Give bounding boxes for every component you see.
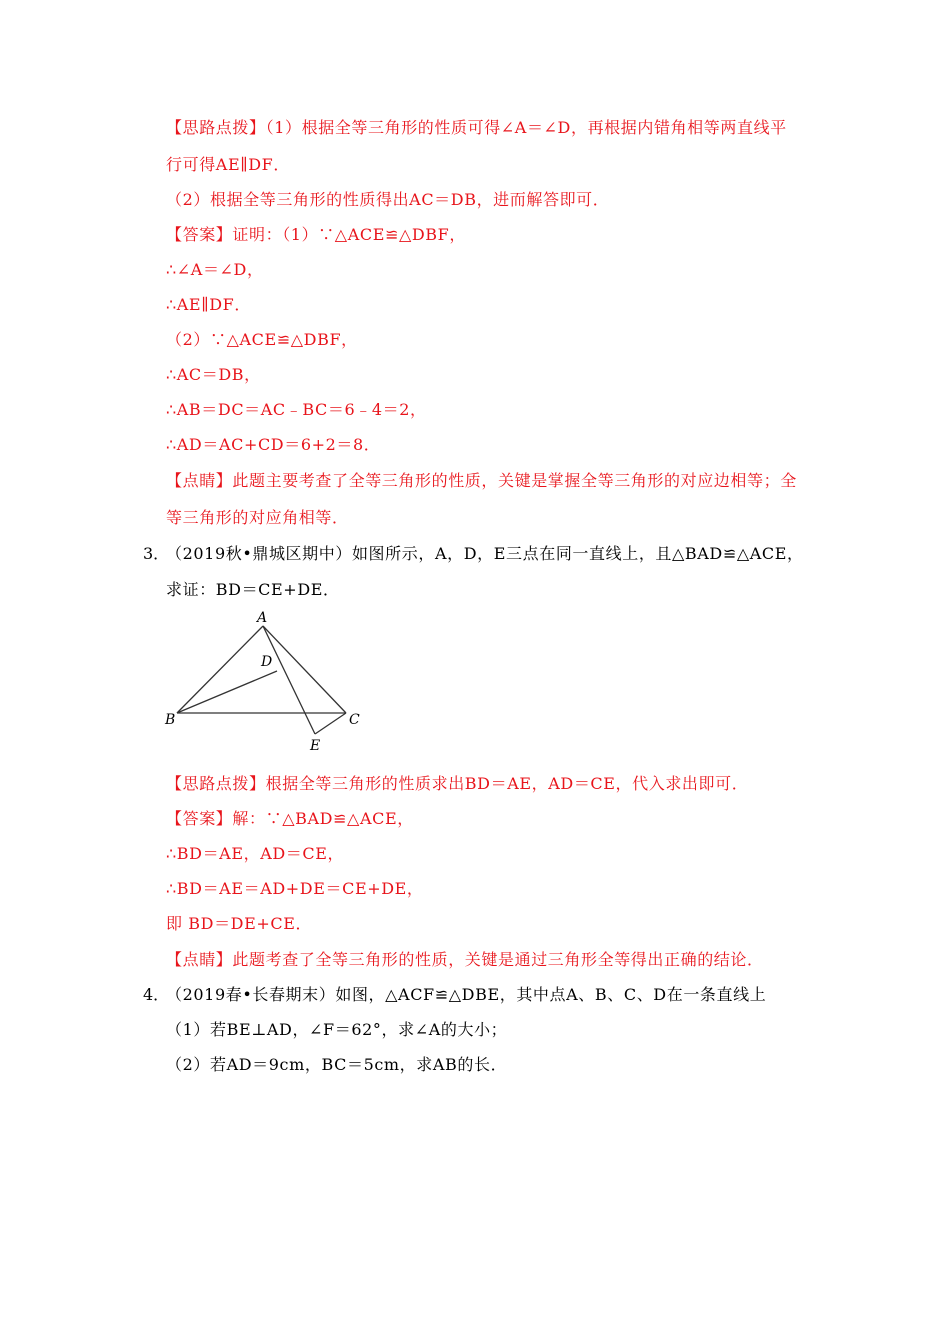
p2-comment-text1: 此题主要考查了全等三角形的性质，关键是掌握全等三角形的对应边相等；全 (232, 471, 797, 490)
p2-answer-line7: ∴AD＝AC+CD＝6+2＝8． (166, 435, 381, 454)
p3-figure-triangle (160, 606, 370, 754)
segment-ac (263, 626, 346, 713)
p3-answer-line4: 即 BD＝DE+CE． (166, 914, 313, 933)
segment-ae (263, 626, 315, 734)
label-c: C (349, 712, 360, 728)
label-a: A (257, 610, 268, 626)
p3-answer-text1: 解：∵△BAD≌△ACE， (232, 809, 414, 828)
p2-answer-line3: ∴AE∥DF． (166, 295, 251, 314)
p3-comment (166, 949, 764, 971)
p2-answer-label: 【答案】 (166, 225, 233, 244)
p3-hint (166, 773, 748, 795)
segment-ec (315, 713, 346, 734)
p2-answer-text1: 证明：（1）∵△ACE≌△DBF， (232, 225, 466, 244)
p2-comment-line2: 等三角形的对应角相等． (166, 508, 349, 527)
p3-comment-text: 此题考查了全等三角形的性质，关键是通过三角形全等得出正确的结论． (232, 950, 764, 969)
segment-bd (177, 671, 277, 713)
p4-part2: （2）若AD＝9cm，BC＝5cm，求AB的长． (166, 1055, 508, 1074)
label-e: E (310, 738, 321, 754)
p2-hint-line3: （2）根据全等三角形的性质得出AC＝DB，进而解答即可． (166, 190, 610, 209)
p2-answer-line4: （2）∵△ACE≌△DBF， (166, 330, 358, 349)
p3-hint-label: 【思路点拨】 (166, 774, 266, 793)
p2-hint-line2: 行可得AE∥DF． (166, 155, 290, 174)
p2-answer-line1 (166, 224, 466, 246)
p3-stem-line2: 求证：BD＝CE+DE． (166, 580, 340, 599)
p3-hint-text: 根据全等三角形的性质求出BD＝AE，AD＝CE，代入求出即可． (265, 774, 749, 793)
label-d: D (261, 654, 273, 670)
p4-number: 4． (143, 985, 170, 1004)
p3-answer-line1 (166, 808, 414, 830)
p3-answer-label: 【答案】 (166, 809, 233, 828)
segment-ab (177, 626, 263, 713)
p2-comment-label: 【点睛】 (166, 471, 233, 490)
p2-hint-label: 【思路点拨】 (166, 118, 266, 137)
p2-answer-line6: ∴AB＝DC＝AC﹣BC＝6﹣4＝2， (166, 400, 427, 419)
p2-answer-line2: ∴∠A＝∠D， (166, 260, 264, 279)
p3-comment-label: 【点睛】 (166, 950, 233, 969)
p3-answer-line3: ∴BD＝AE＝AD+DE＝CE+DE， (166, 879, 424, 898)
p3-answer-line2: ∴BD＝AE，AD＝CE， (166, 844, 345, 863)
p3-stem-line1: （2019秋•鼎城区期中）如图所示，A，D，E三点在同一直线上，且△BAD≌△ACE， (166, 544, 804, 563)
p3-number: 3． (143, 544, 170, 563)
p2-comment-line1 (166, 470, 797, 492)
p2-hint-text1: （1）根据全等三角形的性质可得∠A＝∠D，再根据内错角相等两直线平 (265, 118, 787, 137)
p2-answer-line5: ∴AC＝DB， (166, 365, 261, 384)
p4-stem: （2019春•长春期末）如图，△ACF≌△DBE，其中点A、B、C、D在一条直线上 (166, 985, 767, 1004)
p4-part1: （1）若BE⊥AD，∠F＝62°，求∠A的大小； (166, 1020, 508, 1039)
label-b: B (165, 712, 176, 728)
p2-hint-line1 (166, 117, 787, 139)
